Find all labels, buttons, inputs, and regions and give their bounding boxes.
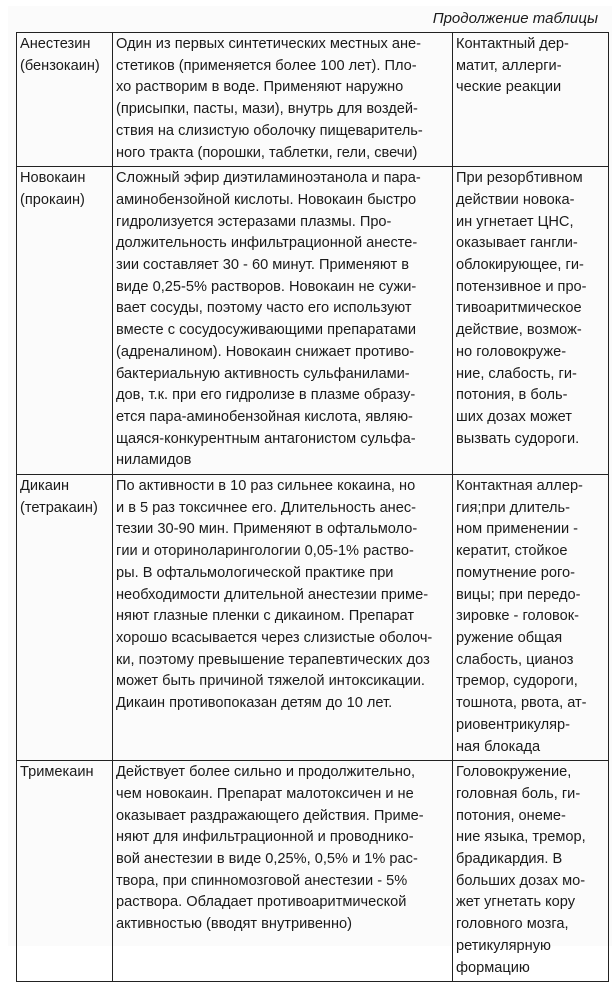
side-effect-line: брадикардия. В xyxy=(456,851,563,868)
side-effect-line: вицы; при передо- xyxy=(456,586,581,603)
description-line: аминобензойной кислоты. Новокаин быстро xyxy=(116,191,417,208)
drug-description-cell xyxy=(113,33,453,167)
table-row xyxy=(17,761,609,982)
description-line: и в 5 раз токсичнее его. Длительность анес- xyxy=(116,499,417,516)
description-line: необходимости длительной анестезии приме- xyxy=(116,586,429,603)
description-line: активностью (вводят внутривенно) xyxy=(116,916,353,933)
drug-name-line: (тетракаин) xyxy=(20,499,98,516)
side-effect-line: помутнение рого- xyxy=(456,564,575,581)
description-line: Один из первых синтетических местных ане- xyxy=(116,36,422,52)
description-line: оказывает раздражающего действия. Приме- xyxy=(116,807,424,824)
side-effect-line: Контактная аллер- xyxy=(456,478,583,495)
drug-description-cell xyxy=(113,475,453,761)
side-effect-line: облокирующее, ги- xyxy=(456,257,584,274)
description-line: щаяся-конкурентным антагонистом сульфа- xyxy=(116,430,416,447)
drug-name-line: Дикаин xyxy=(20,478,70,495)
side-effect-line: гия;при длитель- xyxy=(456,499,570,516)
side-effect-line: формацию xyxy=(456,959,530,976)
side-effect-line: действие, возмож- xyxy=(456,322,582,339)
drug-description-cell xyxy=(113,167,453,475)
side-effect-line: матит, аллерги- xyxy=(456,57,562,74)
description-line: няют глазные пленки с дикаином. Препарат xyxy=(116,608,415,625)
drug-side-effects-cell xyxy=(453,475,609,761)
side-effect-line: ном применении - xyxy=(456,521,579,538)
side-effect-line: но головокруже- xyxy=(456,343,567,360)
drug-name-line: Новокаин xyxy=(20,170,86,187)
table-row xyxy=(17,475,609,761)
description-line: бактериальную активность сульфанилами- xyxy=(116,365,410,382)
description-line: дов, т.к. при его гидролизе в плазме образу- xyxy=(116,387,416,404)
table-continuation-caption: Продолжение таблицы xyxy=(432,10,598,27)
table-row xyxy=(17,33,609,167)
description-line: может быть причиной тяжелой интоксикации. xyxy=(116,673,425,690)
description-line: ры. В офтальмологической практике при xyxy=(116,564,394,581)
side-effect-line: тошнота, рвота, ат- xyxy=(456,695,587,712)
description-line: вает сосуды, поэтому часто его используют xyxy=(116,300,412,317)
side-effect-line: тивоаритмическое xyxy=(456,300,582,317)
side-effect-line: При резорбтивном xyxy=(456,170,583,187)
side-effect-line: Контактный дер- xyxy=(456,36,569,52)
side-effect-line: оказывает гангли- xyxy=(456,235,578,252)
drug-name-cell xyxy=(17,475,113,761)
description-line: твора, при спинномозговой анестезии - 5% xyxy=(116,872,408,889)
description-line: хо растворим в воде. Применяют наружно xyxy=(116,79,404,96)
side-effect-line: Головокружение, xyxy=(456,764,572,781)
description-line: Сложный эфир диэтиламиноэтанола и пара- xyxy=(116,170,421,187)
description-line: ниламидов xyxy=(116,452,192,469)
description-line: вместе с сосудосуживающими препаратами xyxy=(116,322,417,339)
description-line: ется пара-аминобензойная кислота, являю- xyxy=(116,408,413,425)
anesthetics-table xyxy=(16,32,609,982)
side-effect-line: ние языка, тремор, xyxy=(456,829,586,846)
description-line: няют для инфильтрационной и проводнико- xyxy=(116,829,414,846)
description-line: чем новокаин. Препарат малотоксичен и не xyxy=(116,785,414,802)
description-line: ного тракта (порошки, таблетки, гели, свечи) xyxy=(116,144,418,161)
side-effect-line: ческие реакции xyxy=(456,79,562,96)
description-line: виде 0,25-5% растворов. Новокаин не сужи- xyxy=(116,278,417,295)
side-effect-line: жет угнетать кору xyxy=(456,894,576,911)
description-line: тезии 30-90 мин. Применяют в офтальмоло- xyxy=(116,521,418,538)
description-line: гии и оториноларингологии 0,05-1% раство- xyxy=(116,543,414,560)
description-line: По активности в 10 раз сильнее кокаина, но xyxy=(116,478,416,495)
side-effect-line: вызвать судороги. xyxy=(456,430,580,447)
drug-side-effects-cell xyxy=(453,167,609,475)
description-line: стетиков (применяется более 100 лет). Пло- xyxy=(116,57,417,74)
side-effect-line: зировке - головок- xyxy=(456,608,580,625)
drug-name-line: (прокаин) xyxy=(20,191,85,208)
drug-description-cell xyxy=(113,761,453,982)
description-line: ствия на слизистую оболочку пищеваритель- xyxy=(116,122,423,139)
description-line: Действует более сильно и продолжительно, xyxy=(116,764,416,781)
side-effect-line: ружение общая xyxy=(456,629,563,646)
side-effect-line: риовентрикуляр- xyxy=(456,716,571,733)
drug-name-cell xyxy=(17,33,113,167)
description-line: ки, поэтому превышение терапевтических доз xyxy=(116,651,430,668)
drug-name-line: Тримекаин xyxy=(20,764,94,781)
drug-side-effects-cell xyxy=(453,761,609,982)
side-effect-line: ших дозах может xyxy=(456,408,572,425)
description-line: (присыпки, пасты, мази), внутрь для воздей- xyxy=(116,101,418,118)
description-line: Дикаин противопоказан детям до 10 лет. xyxy=(116,695,393,712)
drug-name-cell xyxy=(17,167,113,475)
description-line: хорошо всасывается через слизистые оболоч- xyxy=(116,629,433,646)
side-effect-line: головного мозга, xyxy=(456,916,569,933)
side-effect-line: действии новока- xyxy=(456,191,575,208)
side-effect-line: потония, онеме- xyxy=(456,807,566,824)
book-page xyxy=(8,6,612,976)
description-line: раствора. Обладает противоаритмической xyxy=(116,894,407,911)
drug-name-line: (бензокаин) xyxy=(20,57,100,74)
side-effect-line: кератит, стойкое xyxy=(456,543,568,560)
side-effect-line: ние, слабость, ги- xyxy=(456,365,577,382)
drug-name-cell xyxy=(17,761,113,982)
description-line: гидролизуется эстеразами плазмы. Про- xyxy=(116,213,392,230)
drug-side-effects-cell xyxy=(453,33,609,167)
side-effect-line: потензивное и про- xyxy=(456,278,587,295)
description-line: (адреналином). Новокаин снижает противо- xyxy=(116,343,415,360)
description-line: должительность инфильтрационной анесте- xyxy=(116,235,418,252)
side-effect-line: тремор, судороги, xyxy=(456,673,578,690)
description-line: вой анестезии в виде 0,25%, 0,5% и 1% рас- xyxy=(116,851,418,868)
side-effect-line: ретикулярную xyxy=(456,937,551,954)
side-effect-line: потония, в боль- xyxy=(456,387,568,404)
side-effect-line: слабость, цианоз xyxy=(456,651,574,668)
side-effect-line: ная блокада xyxy=(456,738,541,755)
drug-name-line: Анестезин xyxy=(20,36,91,52)
table-row xyxy=(17,167,609,475)
description-line: зии составляет 30 - 60 минут. Применяют в xyxy=(116,257,409,274)
side-effect-line: больших дозах мо- xyxy=(456,872,586,889)
side-effect-line: ин угнетает ЦНС, xyxy=(456,213,574,230)
side-effect-line: головная боль, ги- xyxy=(456,785,581,802)
